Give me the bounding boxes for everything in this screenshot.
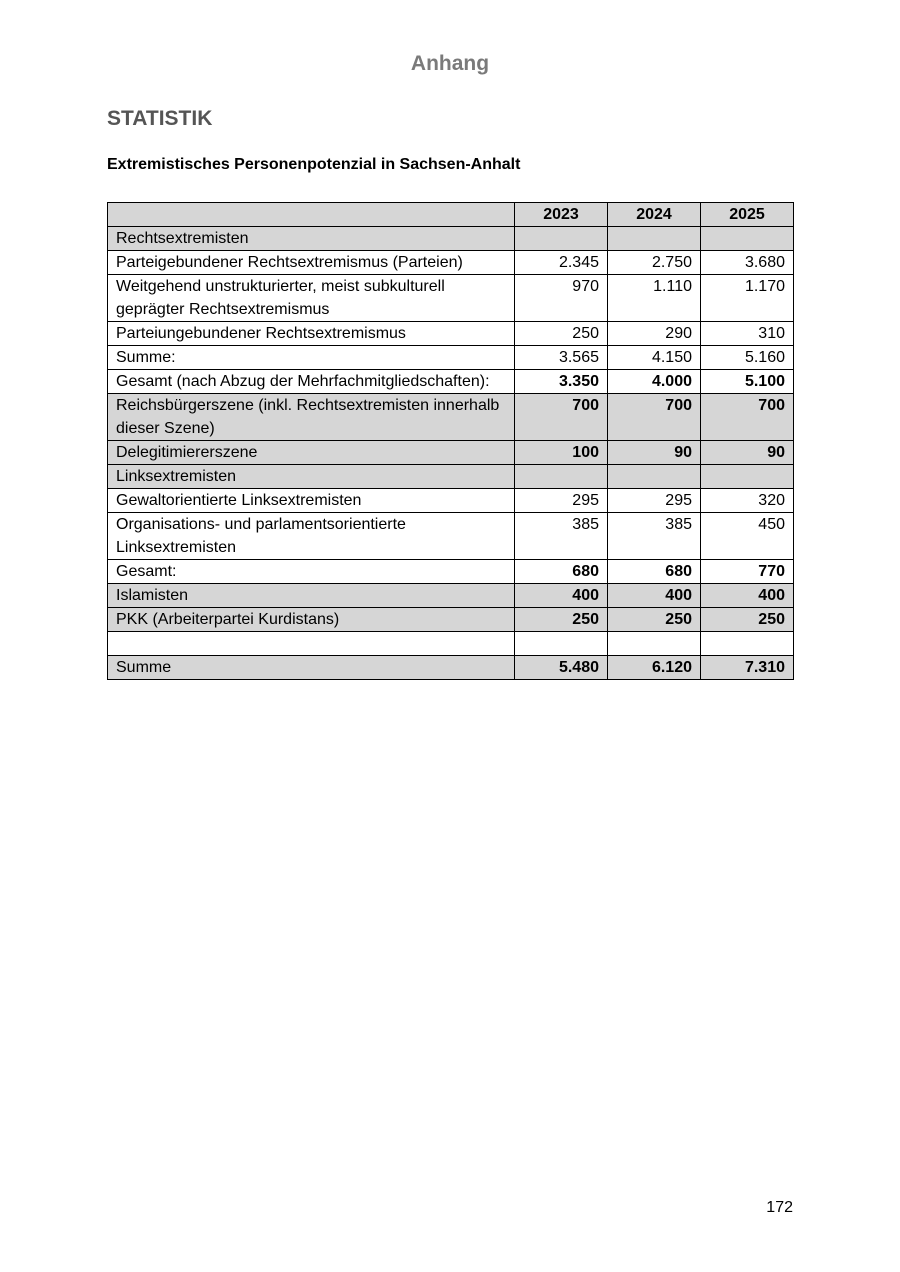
table-row-subtotal <box>108 346 794 370</box>
table-caption: Extremistisches Personenpotenzial in Sachsen-Anhalt <box>107 156 521 173</box>
value-2025: 310 <box>701 322 794 346</box>
row-label: Weitgehend unstrukturierter, meist subkulturell geprägter Rechtsextremismus <box>108 275 515 322</box>
row-label <box>108 632 515 656</box>
value-2024 <box>608 465 701 489</box>
value-2024: 295 <box>608 489 701 513</box>
row-label: Parteiungebundener Rechtsextremismus <box>108 322 515 346</box>
value-2025 <box>701 227 794 251</box>
table-row-empty <box>108 632 794 656</box>
row-label: PKK (Arbeiterpartei Kurdistans) <box>108 608 515 632</box>
row-label: Summe <box>108 656 515 680</box>
value-2023: 385 <box>515 513 608 560</box>
value-2023: 680 <box>515 560 608 584</box>
header-cell-2025: 2025 <box>701 203 794 227</box>
page-number: 172 <box>766 1199 793 1216</box>
table-row <box>108 275 794 322</box>
value-2023: 5.480 <box>515 656 608 680</box>
table-row-delegitimiererszene <box>108 441 794 465</box>
table-header-row <box>108 203 794 227</box>
section-title: STATISTIK <box>107 107 213 130</box>
row-label: Rechtsextremisten <box>108 227 515 251</box>
row-label: Organisations- und parlamentsorientierte Linksextremisten <box>108 513 515 560</box>
value-2025: 770 <box>701 560 794 584</box>
value-2023 <box>515 227 608 251</box>
value-2025: 90 <box>701 441 794 465</box>
value-2025: 250 <box>701 608 794 632</box>
header-cell-2024: 2024 <box>608 203 701 227</box>
value-2025: 700 <box>701 394 794 441</box>
value-2025: 320 <box>701 489 794 513</box>
value-2024: 680 <box>608 560 701 584</box>
value-2023: 400 <box>515 584 608 608</box>
value-2025: 1.170 <box>701 275 794 322</box>
table-row <box>108 251 794 275</box>
value-2024: 4.150 <box>608 346 701 370</box>
table-row-islamisten <box>108 584 794 608</box>
value-2024: 290 <box>608 322 701 346</box>
value-2025 <box>701 465 794 489</box>
value-2024: 90 <box>608 441 701 465</box>
page-header-title: Anhang <box>410 52 490 75</box>
value-2023 <box>515 465 608 489</box>
value-2024: 2.750 <box>608 251 701 275</box>
value-2023 <box>515 632 608 656</box>
row-label: Reichsbürgerszene (inkl. Rechtsextremisten innerhalb dieser Szene) <box>108 394 515 441</box>
value-2025: 400 <box>701 584 794 608</box>
table-row-reichsbuergerszene <box>108 394 794 441</box>
row-label: Gewaltorientierte Linksextremisten <box>108 489 515 513</box>
table-row-group-rechtsextremisten <box>108 227 794 251</box>
value-2025: 3.680 <box>701 251 794 275</box>
row-label: Gesamt: <box>108 560 515 584</box>
value-2023: 295 <box>515 489 608 513</box>
value-2024: 400 <box>608 584 701 608</box>
value-2025: 7.310 <box>701 656 794 680</box>
value-2024: 250 <box>608 608 701 632</box>
value-2025: 450 <box>701 513 794 560</box>
value-2024 <box>608 227 701 251</box>
value-2023: 700 <box>515 394 608 441</box>
header-cell-label <box>108 203 515 227</box>
row-label: Summe: <box>108 346 515 370</box>
value-2024: 4.000 <box>608 370 701 394</box>
value-2024: 6.120 <box>608 656 701 680</box>
value-2023: 970 <box>515 275 608 322</box>
row-label: Delegitimiererszene <box>108 441 515 465</box>
value-2023: 250 <box>515 608 608 632</box>
value-2024 <box>608 632 701 656</box>
row-label: Gesamt (nach Abzug der Mehrfachmitgliedschaften): <box>108 370 515 394</box>
table-row-pkk <box>108 608 794 632</box>
table-row <box>108 322 794 346</box>
value-2023: 250 <box>515 322 608 346</box>
table-row <box>108 513 794 560</box>
statistics-table <box>107 202 794 680</box>
row-label: Linksextremisten <box>108 465 515 489</box>
value-2025: 5.160 <box>701 346 794 370</box>
table-row-total <box>108 560 794 584</box>
header-cell-2023: 2023 <box>515 203 608 227</box>
value-2023: 100 <box>515 441 608 465</box>
value-2023: 3.565 <box>515 346 608 370</box>
table-row-grand-total <box>108 656 794 680</box>
value-2025 <box>701 632 794 656</box>
table-row <box>108 489 794 513</box>
value-2024: 1.110 <box>608 275 701 322</box>
table-row-total <box>108 370 794 394</box>
value-2024: 700 <box>608 394 701 441</box>
value-2024: 385 <box>608 513 701 560</box>
value-2023: 3.350 <box>515 370 608 394</box>
row-label: Islamisten <box>108 584 515 608</box>
value-2025: 5.100 <box>701 370 794 394</box>
table-row-group-linksextremisten <box>108 465 794 489</box>
value-2023: 2.345 <box>515 251 608 275</box>
row-label: Parteigebundener Rechtsextremismus (Parteien) <box>108 251 515 275</box>
